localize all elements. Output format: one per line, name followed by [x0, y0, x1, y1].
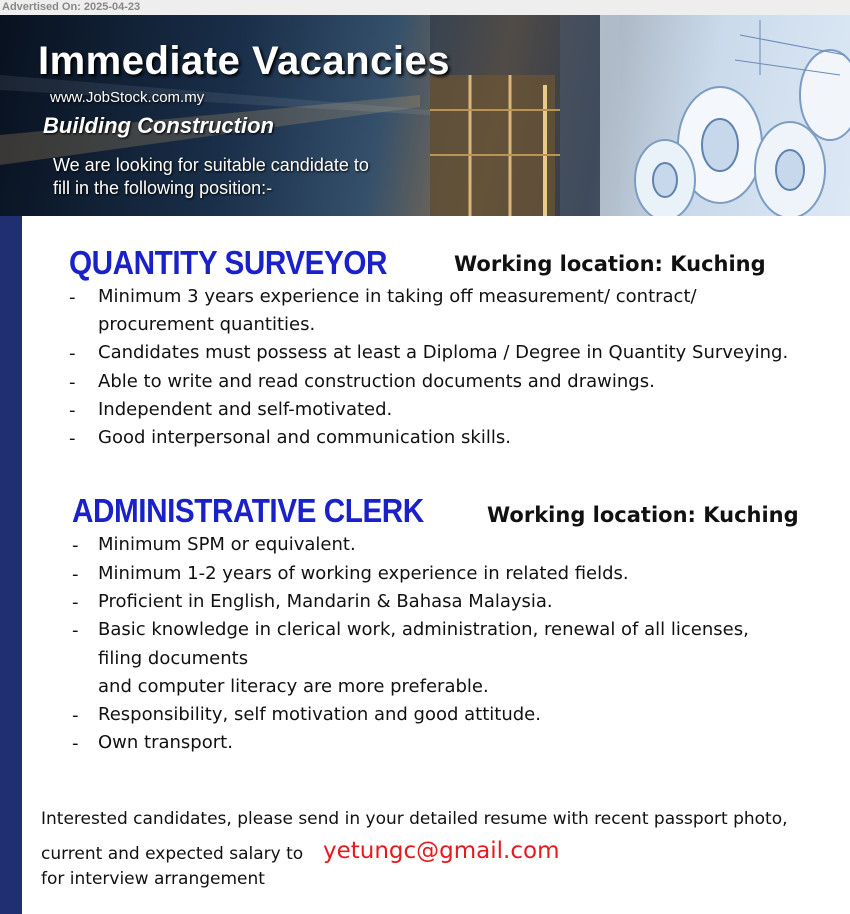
requirement-item: Minimum SPM or equivalent. [98, 534, 356, 555]
requirement-item: Good interpersonal and communication skills. [98, 427, 511, 448]
requirement-item: Own transport. [98, 732, 233, 753]
bullet-dash: - [69, 372, 76, 393]
bullet-dash: - [69, 287, 76, 308]
job-title-administrative-clerk: ADMINISTRATIVE CLERK [72, 492, 424, 529]
left-accent-bar [0, 216, 22, 914]
job-location-administrative-clerk: Working location: Kuching [487, 503, 799, 527]
requirement-item-cont: procurement quantities. [98, 314, 316, 335]
banner-subtitle: Building Construction [43, 113, 274, 138]
intro-line-2: fill in the following position:- [53, 178, 273, 198]
bullet-dash: - [69, 343, 76, 364]
bullet-dash: - [72, 705, 79, 726]
contact-email-link[interactable]: yetungc@gmail.com [323, 838, 560, 864]
requirement-item: Proficient in English, Mandarin & Bahasa Malaysia. [98, 591, 553, 612]
requirement-item: Independent and self-motivated. [98, 399, 393, 420]
requirement-item-cont: filing documents [98, 648, 249, 669]
intro-line-1: We are looking for suitable candidate to [53, 155, 369, 175]
requirement-item-cont: and computer literacy are more preferable. [98, 676, 489, 697]
bullet-dash: - [69, 428, 76, 449]
header-banner [0, 15, 850, 216]
bullet-dash: - [72, 592, 79, 613]
requirement-item: Responsibility, self motivation and good attitude. [98, 704, 541, 725]
bullet-dash: - [72, 535, 79, 556]
requirement-item: Minimum 1-2 years of working experience in related fields. [98, 563, 629, 584]
bullet-dash: - [69, 400, 76, 421]
job-location-quantity-surveyor: Working location: Kuching [454, 252, 766, 276]
advertised-bar [0, 0, 850, 15]
advertised-date: Advertised On: 2025-04-23 [2, 1, 141, 13]
website-url: www.JobStock.com.my [50, 89, 205, 106]
requirement-item: Basic knowledge in clerical work, administration, renewal of all licenses, [98, 619, 749, 640]
application-instruction: Interested candidates, please send in your detailed resume with recent passport photo, [41, 809, 788, 829]
requirement-item: Able to write and read construction documents and drawings. [98, 371, 655, 392]
requirement-item: Candidates must possess at least a Diploma / Degree in Quantity Surveying. [98, 342, 789, 363]
application-instruction-cont: current and expected salary to [41, 844, 304, 864]
bullet-dash: - [72, 733, 79, 754]
job-title-quantity-surveyor: QUANTITY SURVEYOR [69, 244, 388, 281]
bullet-dash: - [72, 564, 79, 585]
requirement-item: Minimum 3 years experience in taking off measurement/ contract/ [98, 286, 697, 307]
interview-note: for interview arrangement [41, 869, 265, 889]
banner-title: Immediate Vacancies [38, 39, 450, 83]
bullet-dash: - [72, 620, 79, 641]
